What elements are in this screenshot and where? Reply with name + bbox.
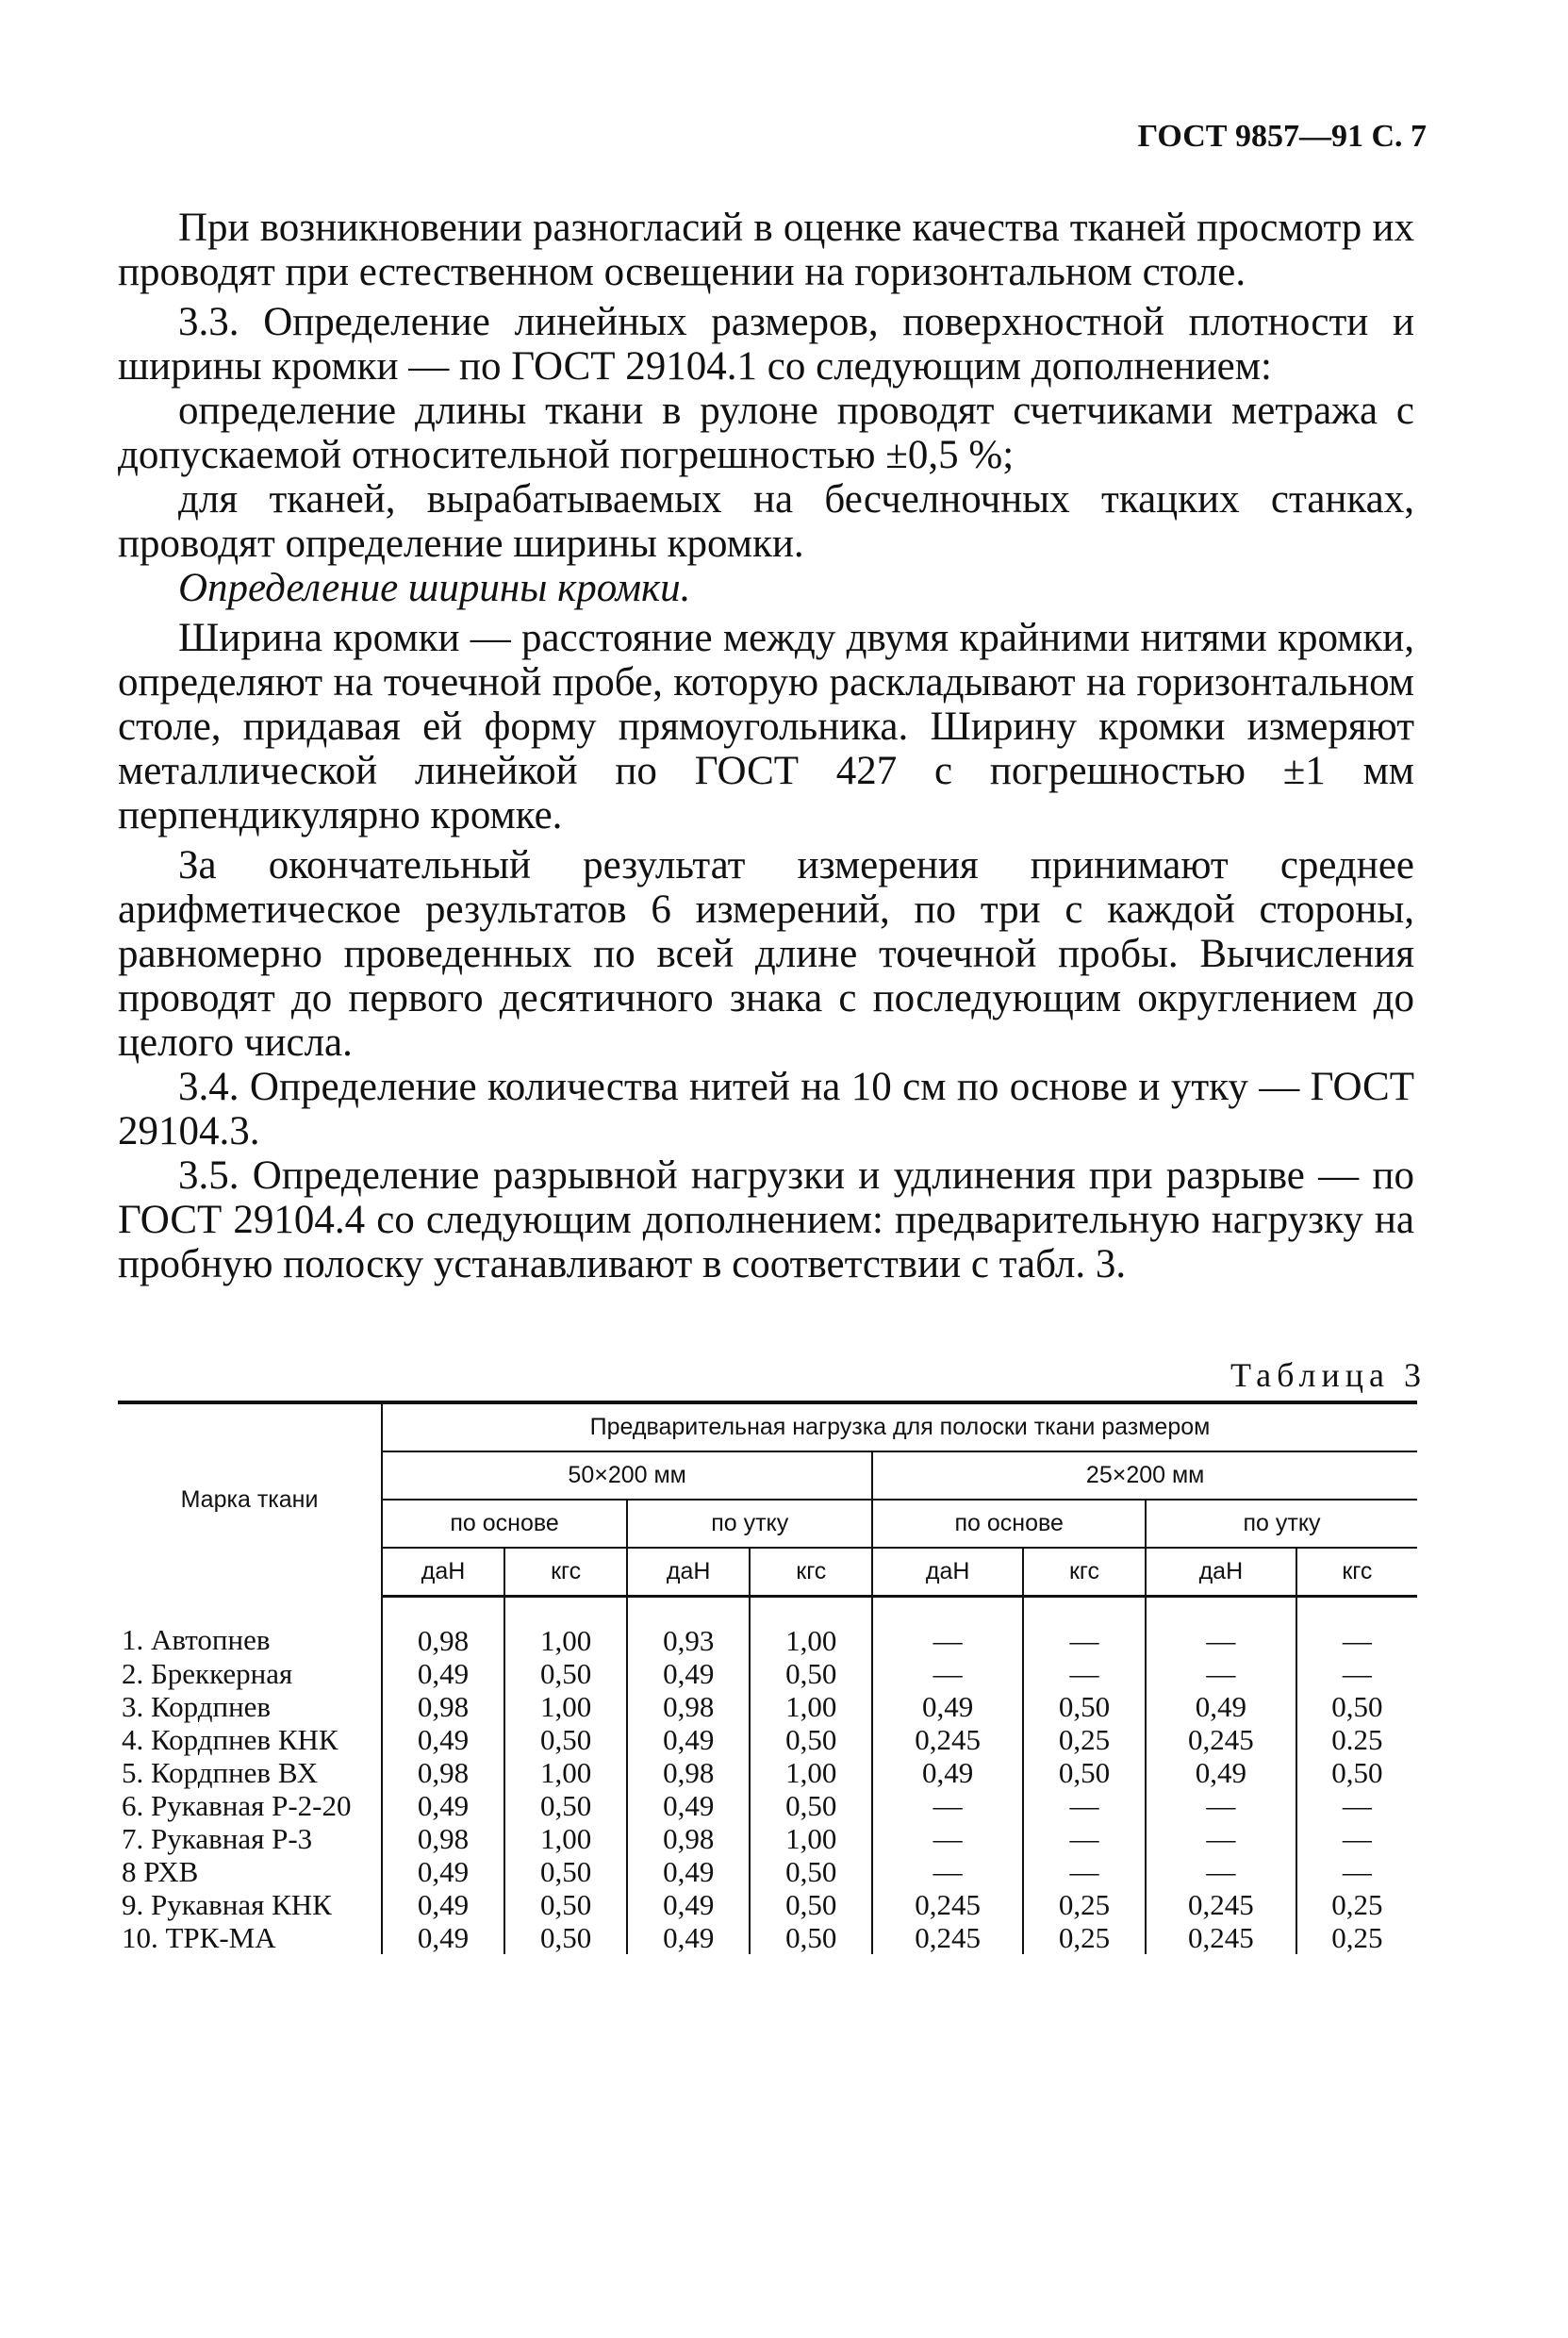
load-value: 0,93: [627, 1597, 750, 1658]
load-value: 0,50: [504, 1657, 627, 1690]
load-value: 0,25: [1296, 1888, 1417, 1921]
header-unit-kgs: кгс: [1296, 1548, 1417, 1597]
header-unit-dan: даН: [382, 1548, 504, 1597]
load-value: 0,50: [750, 1789, 872, 1822]
load-value: 0,98: [382, 1822, 504, 1855]
load-value: 1,00: [504, 1756, 627, 1789]
header-unit-kgs: кгс: [750, 1548, 872, 1597]
load-value: 0,98: [627, 1822, 750, 1855]
load-value: —: [1296, 1597, 1417, 1658]
fabric-mark: 10. ТРК-МА: [122, 1921, 276, 1954]
table-body: [118, 1597, 1417, 1955]
table-row: [118, 1888, 1417, 1921]
load-value: 0,49: [382, 1921, 504, 1954]
table-row: [118, 1723, 1417, 1756]
fabric-mark: 7. Рукавная Р-3: [122, 1822, 313, 1855]
load-value: 1,00: [504, 1597, 627, 1658]
table-row: [118, 1690, 1417, 1723]
load-value: 0,49: [627, 1855, 750, 1888]
paragraph: определение длины ткани в рулоне проводят счетчиками метража с допускаемой относительной погрешностью ±0,5 %;: [118, 389, 1414, 477]
fabric-mark: 3. Кордпнев: [122, 1690, 272, 1723]
load-value: 0,98: [382, 1756, 504, 1789]
load-value: 0,50: [1296, 1690, 1417, 1723]
fabric-mark: 1. Автопнев: [122, 1622, 271, 1656]
header-warp: по основе: [382, 1500, 627, 1548]
load-value: 0,49: [872, 1690, 1023, 1723]
load-value: 0,245: [1146, 1888, 1296, 1921]
load-value: 0,49: [382, 1789, 504, 1822]
load-value: 0,245: [872, 1921, 1023, 1954]
load-value: 1,00: [750, 1597, 872, 1658]
header-unit-dan: даН: [1146, 1548, 1296, 1597]
load-value: 0,50: [750, 1921, 872, 1954]
load-value: 0.25: [1296, 1723, 1417, 1756]
table-row: [118, 1597, 1417, 1658]
table-caption: Таблица 3: [1230, 1356, 1427, 1394]
load-value: 0,245: [872, 1723, 1023, 1756]
load-value: —: [1023, 1597, 1146, 1658]
load-value: —: [1146, 1657, 1296, 1690]
load-value: 0,49: [1146, 1756, 1296, 1789]
paragraph: За окончательный результат измерения принимают среднее арифметическое результатов 6 измерений, по три с каждой стороны, равномерно проведенных по всей длине точечной пробы. Вычисления проводят до первого десятичного знака с последующим округлением до целого числа.: [118, 843, 1414, 1065]
load-value: 0,49: [627, 1723, 750, 1756]
page-header: ГОСТ 9857—91 С. 7: [1137, 119, 1427, 154]
paragraph: для тканей, вырабатываемых на бесчелночных ткацких станках, проводят определение ширины кромки.: [118, 477, 1414, 566]
load-value: —: [872, 1855, 1023, 1888]
load-value: 0,50: [1023, 1756, 1146, 1789]
load-value: 1,00: [750, 1822, 872, 1855]
paragraph-3-5: 3.5. Определение разрывной нагрузки и удлинения при разрыве — по ГОСТ 29104.4 со следующим дополнением: предварительную нагрузку на пробную полоску устанавливают в соответствии с табл. 3.: [118, 1153, 1414, 1286]
load-value: 0,25: [1296, 1921, 1417, 1954]
load-value: 1,00: [504, 1690, 627, 1723]
header-warp: по основе: [872, 1500, 1146, 1548]
fabric-mark: 8 РХВ: [122, 1855, 199, 1888]
load-table: [118, 1401, 1417, 1954]
load-value: 0,49: [627, 1921, 750, 1954]
fabric-mark: 2. Бреккерная: [122, 1657, 293, 1690]
header-fabric-mark: Марка ткани: [118, 1402, 382, 1597]
load-value: 0,49: [382, 1723, 504, 1756]
header-weft: по утку: [627, 1500, 872, 1548]
load-value: 0,50: [750, 1888, 872, 1921]
load-value: 0,98: [627, 1690, 750, 1723]
load-value: 0,50: [504, 1921, 627, 1954]
load-value: —: [1296, 1855, 1417, 1888]
load-value: 0,49: [627, 1888, 750, 1921]
load-value: —: [872, 1789, 1023, 1822]
load-value: 0,49: [1146, 1690, 1296, 1723]
load-value: —: [1146, 1789, 1296, 1822]
load-value: 0,50: [504, 1855, 627, 1888]
load-value: 0,245: [1146, 1723, 1296, 1756]
load-value: 0,98: [382, 1597, 504, 1658]
load-value: —: [1023, 1855, 1146, 1888]
load-value: 0,50: [504, 1888, 627, 1921]
load-value: —: [872, 1822, 1023, 1855]
load-value: 0,25: [1023, 1723, 1146, 1756]
load-value: —: [1146, 1855, 1296, 1888]
table-row: [118, 1822, 1417, 1855]
load-value: 0,49: [872, 1756, 1023, 1789]
load-value: 0,50: [504, 1789, 627, 1822]
load-value: —: [1023, 1822, 1146, 1855]
fabric-mark: 4. Кордпнев КНК: [122, 1723, 338, 1756]
load-value: 0,50: [750, 1657, 872, 1690]
load-value: 0,50: [504, 1723, 627, 1756]
table-row: [118, 1756, 1417, 1789]
load-value: 0,98: [382, 1690, 504, 1723]
fabric-mark: 9. Рукавная КНК: [122, 1888, 332, 1921]
load-value: —: [1146, 1597, 1296, 1658]
load-value: 0,50: [750, 1855, 872, 1888]
load-value: 0,49: [627, 1657, 750, 1690]
table-row: [118, 1657, 1417, 1690]
table-row: [118, 1855, 1417, 1888]
load-value: —: [872, 1657, 1023, 1690]
header-unit-dan: даН: [627, 1548, 750, 1597]
load-value: —: [1146, 1822, 1296, 1855]
load-value: 0,49: [382, 1888, 504, 1921]
body-text: [118, 206, 1414, 1286]
paragraph-3-4: 3.4. Определение количества нитей на 10 см по основе и утку — ГОСТ 29104.3.: [118, 1065, 1414, 1153]
paragraph: При возникновении разногласий в оценке качества тканей просмотр их проводят при естественном освещении на горизонтальном столе.: [118, 206, 1414, 294]
load-value: 0,245: [1146, 1921, 1296, 1954]
load-value: —: [1023, 1789, 1146, 1822]
load-value: —: [1296, 1657, 1417, 1690]
load-value: 0,25: [1023, 1888, 1146, 1921]
table-3: [118, 1401, 1417, 1954]
load-value: 1,00: [504, 1822, 627, 1855]
load-value: 1,00: [750, 1756, 872, 1789]
load-value: 0,50: [1296, 1756, 1417, 1789]
load-value: —: [1296, 1789, 1417, 1822]
load-value: 0,50: [750, 1723, 872, 1756]
load-value: 0,245: [872, 1888, 1023, 1921]
load-value: 0,49: [382, 1855, 504, 1888]
load-value: —: [1023, 1657, 1146, 1690]
load-value: 0,49: [627, 1789, 750, 1822]
paragraph: Ширина кромки — расстояние между двумя крайними нитями кромки, определяют на точечной пробе, которую раскладывают на горизонтальном столе, придавая ей форму прямоугольника. Ширину кромки измеряют металлической линейкой по ГОСТ 427 с погрешностью ±1 мм перпендикулярно кромке.: [118, 616, 1414, 837]
load-value: 0,98: [627, 1756, 750, 1789]
paragraph-3-3: 3.3. Определение линейных размеров, поверхностной плотности и ширины кромки — по ГОСТ 29104.1 со следующим дополнением:: [118, 300, 1414, 389]
header-size-25x200: 25×200 мм: [872, 1451, 1417, 1500]
header-size-50x200: 50×200 мм: [382, 1451, 872, 1500]
fabric-mark: 6. Рукавная Р-2-20: [122, 1789, 352, 1822]
paragraph-italic-heading: Определение ширины кромки.: [178, 566, 691, 610]
header-weft: по утку: [1146, 1500, 1417, 1548]
load-value: 0,50: [1023, 1690, 1146, 1723]
header-unit-dan: даН: [872, 1548, 1023, 1597]
table-row: [118, 1789, 1417, 1822]
header-preload: Предварительная нагрузка для полоски ткани размером: [382, 1402, 1417, 1451]
header-unit-kgs: кгс: [1023, 1548, 1146, 1597]
load-value: —: [872, 1597, 1023, 1658]
load-value: —: [1296, 1822, 1417, 1855]
load-value: 0,25: [1023, 1921, 1146, 1954]
load-value: 1,00: [750, 1690, 872, 1723]
header-unit-kgs: кгс: [504, 1548, 627, 1597]
load-value: 0,49: [382, 1657, 504, 1690]
table-row: [118, 1921, 1417, 1954]
fabric-mark: 5. Кордпнев ВХ: [122, 1756, 319, 1789]
